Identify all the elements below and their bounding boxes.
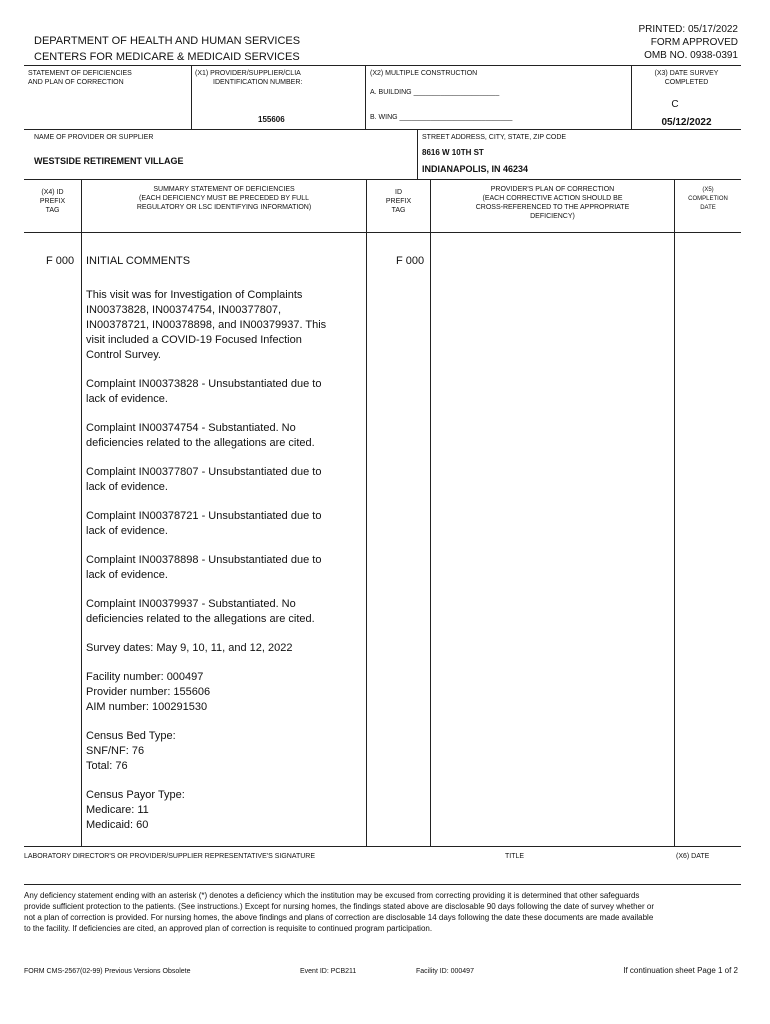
paragraph: Complaint IN00377807 - Unsubstantiated due to lack of evidence. (86, 466, 322, 493)
x3-label: (X3) DATE SURVEY COMPLETED (654, 70, 719, 86)
printed-date: PRINTED: 05/17/2022 (638, 24, 738, 35)
paragraph: Survey dates: May 9, 10, 11, and 12, 2022 (86, 642, 293, 654)
page-number: If continuation sheet Page 1 of 2 (623, 966, 738, 975)
provider-id-number: 155606 (258, 115, 285, 124)
provider-name: WESTSIDE RETIREMENT VILLAGE (34, 156, 184, 166)
survey-date: 05/12/2022 (661, 117, 712, 128)
divider (417, 129, 418, 179)
x5-header: (X5) COMPLETION DATE (688, 187, 728, 211)
paragraph: This visit was for Investigation of Complaints IN00373828, IN00374754, IN00377807, IN00378721, IN00378898, and IN00379937. This visit included a COVID-19 Focused Infection Control Survey. (86, 289, 327, 361)
x2-label: (X2) MULTIPLE CONSTRUCTION (370, 70, 478, 77)
survey-code: C (671, 99, 679, 110)
left-tag: F 000 (46, 255, 75, 267)
event-id: Event ID: PCB211 (300, 968, 357, 975)
disclaimer: Any deficiency statement ending with an asterisk (*) denotes a deficiency which the institution may be excused from correcting providing it is determined that other safeguards provide sufficient protection to the patients. (See instructions.) Except for nursing homes, the findings stated above are disclosable 90 days following the date of survey whether or not a plan of correction is provided. For nursing homes, the above findings and plans of correction are disclosable 14 days following the date these documents are made available to the facility. If deficiencies are cited, an approved plan of correction is requisite to continued program participation. (24, 891, 654, 933)
provider-name-label: NAME OF PROVIDER OR SUPPLIER (34, 134, 154, 141)
x1-label: (X1) PROVIDER/SUPPLIER/CLIA IDENTIFICATION NUMBER: (195, 70, 303, 86)
divider (430, 179, 431, 846)
omb-number: OMB NO. 0938-0391 (644, 50, 738, 61)
form-approved: FORM APPROVED (650, 37, 738, 48)
paragraph: Complaint IN00379937 - Substantiated. No deficiencies related to the allegations are cited. (86, 598, 315, 625)
divider (365, 65, 366, 129)
department-title: DEPARTMENT OF HEALTH AND HUMAN SERVICES (34, 35, 301, 47)
facility-id: Facility ID: 000497 (416, 968, 474, 975)
agency-title: CENTERS FOR MEDICARE & MEDICAID SERVICES (34, 51, 300, 63)
paragraph: Census Bed Type: SNF/NF: 76 Total: 76 (86, 730, 176, 772)
divider (24, 129, 741, 130)
paragraph: Complaint IN00378721 - Unsubstantiated due to lack of evidence. (86, 510, 322, 537)
id-header: ID PREFIX TAG (385, 189, 412, 214)
paragraph: Complaint IN00373828 - Unsubstantiated due to lack of evidence. (86, 378, 322, 405)
title-label: TITLE (505, 853, 525, 860)
building-field: A. BUILDING ______________________ (370, 89, 500, 96)
paragraph: Complaint IN00378898 - Unsubstantiated due to lack of evidence. (86, 554, 322, 581)
city-state-zip: INDIANAPOLIS, IN 46234 (422, 164, 529, 174)
divider (24, 232, 741, 233)
divider (24, 846, 741, 847)
divider (366, 179, 367, 846)
divider (24, 884, 741, 885)
plan-header: PROVIDER'S PLAN OF CORRECTION (EACH CORRECTIVE ACTION SHOULD BE CROSS-REFERENCED TO THE APPROPRIATE DEFICIENCY) (475, 186, 630, 220)
signature-label: LABORATORY DIRECTOR'S OR PROVIDER/SUPPLIER REPRESENTATIVE'S SIGNATURE (24, 853, 316, 860)
wing-field: B. WING _____________________________ (370, 114, 513, 121)
address-label: STREET ADDRESS, CITY, STATE, ZIP CODE (422, 134, 567, 141)
statement-label: STATEMENT OF DEFICIENCIES AND PLAN OF CORRECTION (28, 70, 132, 86)
right-tag: F 000 (396, 255, 425, 267)
divider (191, 65, 192, 129)
street-address: 8616 W 10TH ST (422, 148, 484, 157)
paragraph: Census Payor Type: Medicare: 11 Medicaid: 60 (86, 789, 185, 831)
x4-header: (X4) ID PREFIX TAG (39, 189, 66, 214)
section-heading: INITIAL COMMENTS (86, 255, 191, 267)
x6-date-label: (X6) DATE (676, 853, 710, 860)
divider (24, 65, 741, 66)
form-number: FORM CMS-2567(02-99) Previous Versions Obsolete (24, 968, 191, 975)
divider (24, 179, 741, 180)
comments-body (86, 288, 362, 847)
paragraph: Complaint IN00374754 - Substantiated. No deficiencies related to the allegations are cited. (86, 422, 315, 449)
paragraph: Facility number: 000497 Provider number: 155606 AIM number: 100291530 (86, 671, 211, 713)
divider (81, 179, 82, 846)
summary-header: SUMMARY STATEMENT OF DEFICIENCIES (EACH DEFICIENCY MUST BE PRECEDED BY FULL REGULATORY OR LSC IDENTIFYING INFORMATION) (136, 186, 312, 211)
divider (674, 179, 675, 846)
